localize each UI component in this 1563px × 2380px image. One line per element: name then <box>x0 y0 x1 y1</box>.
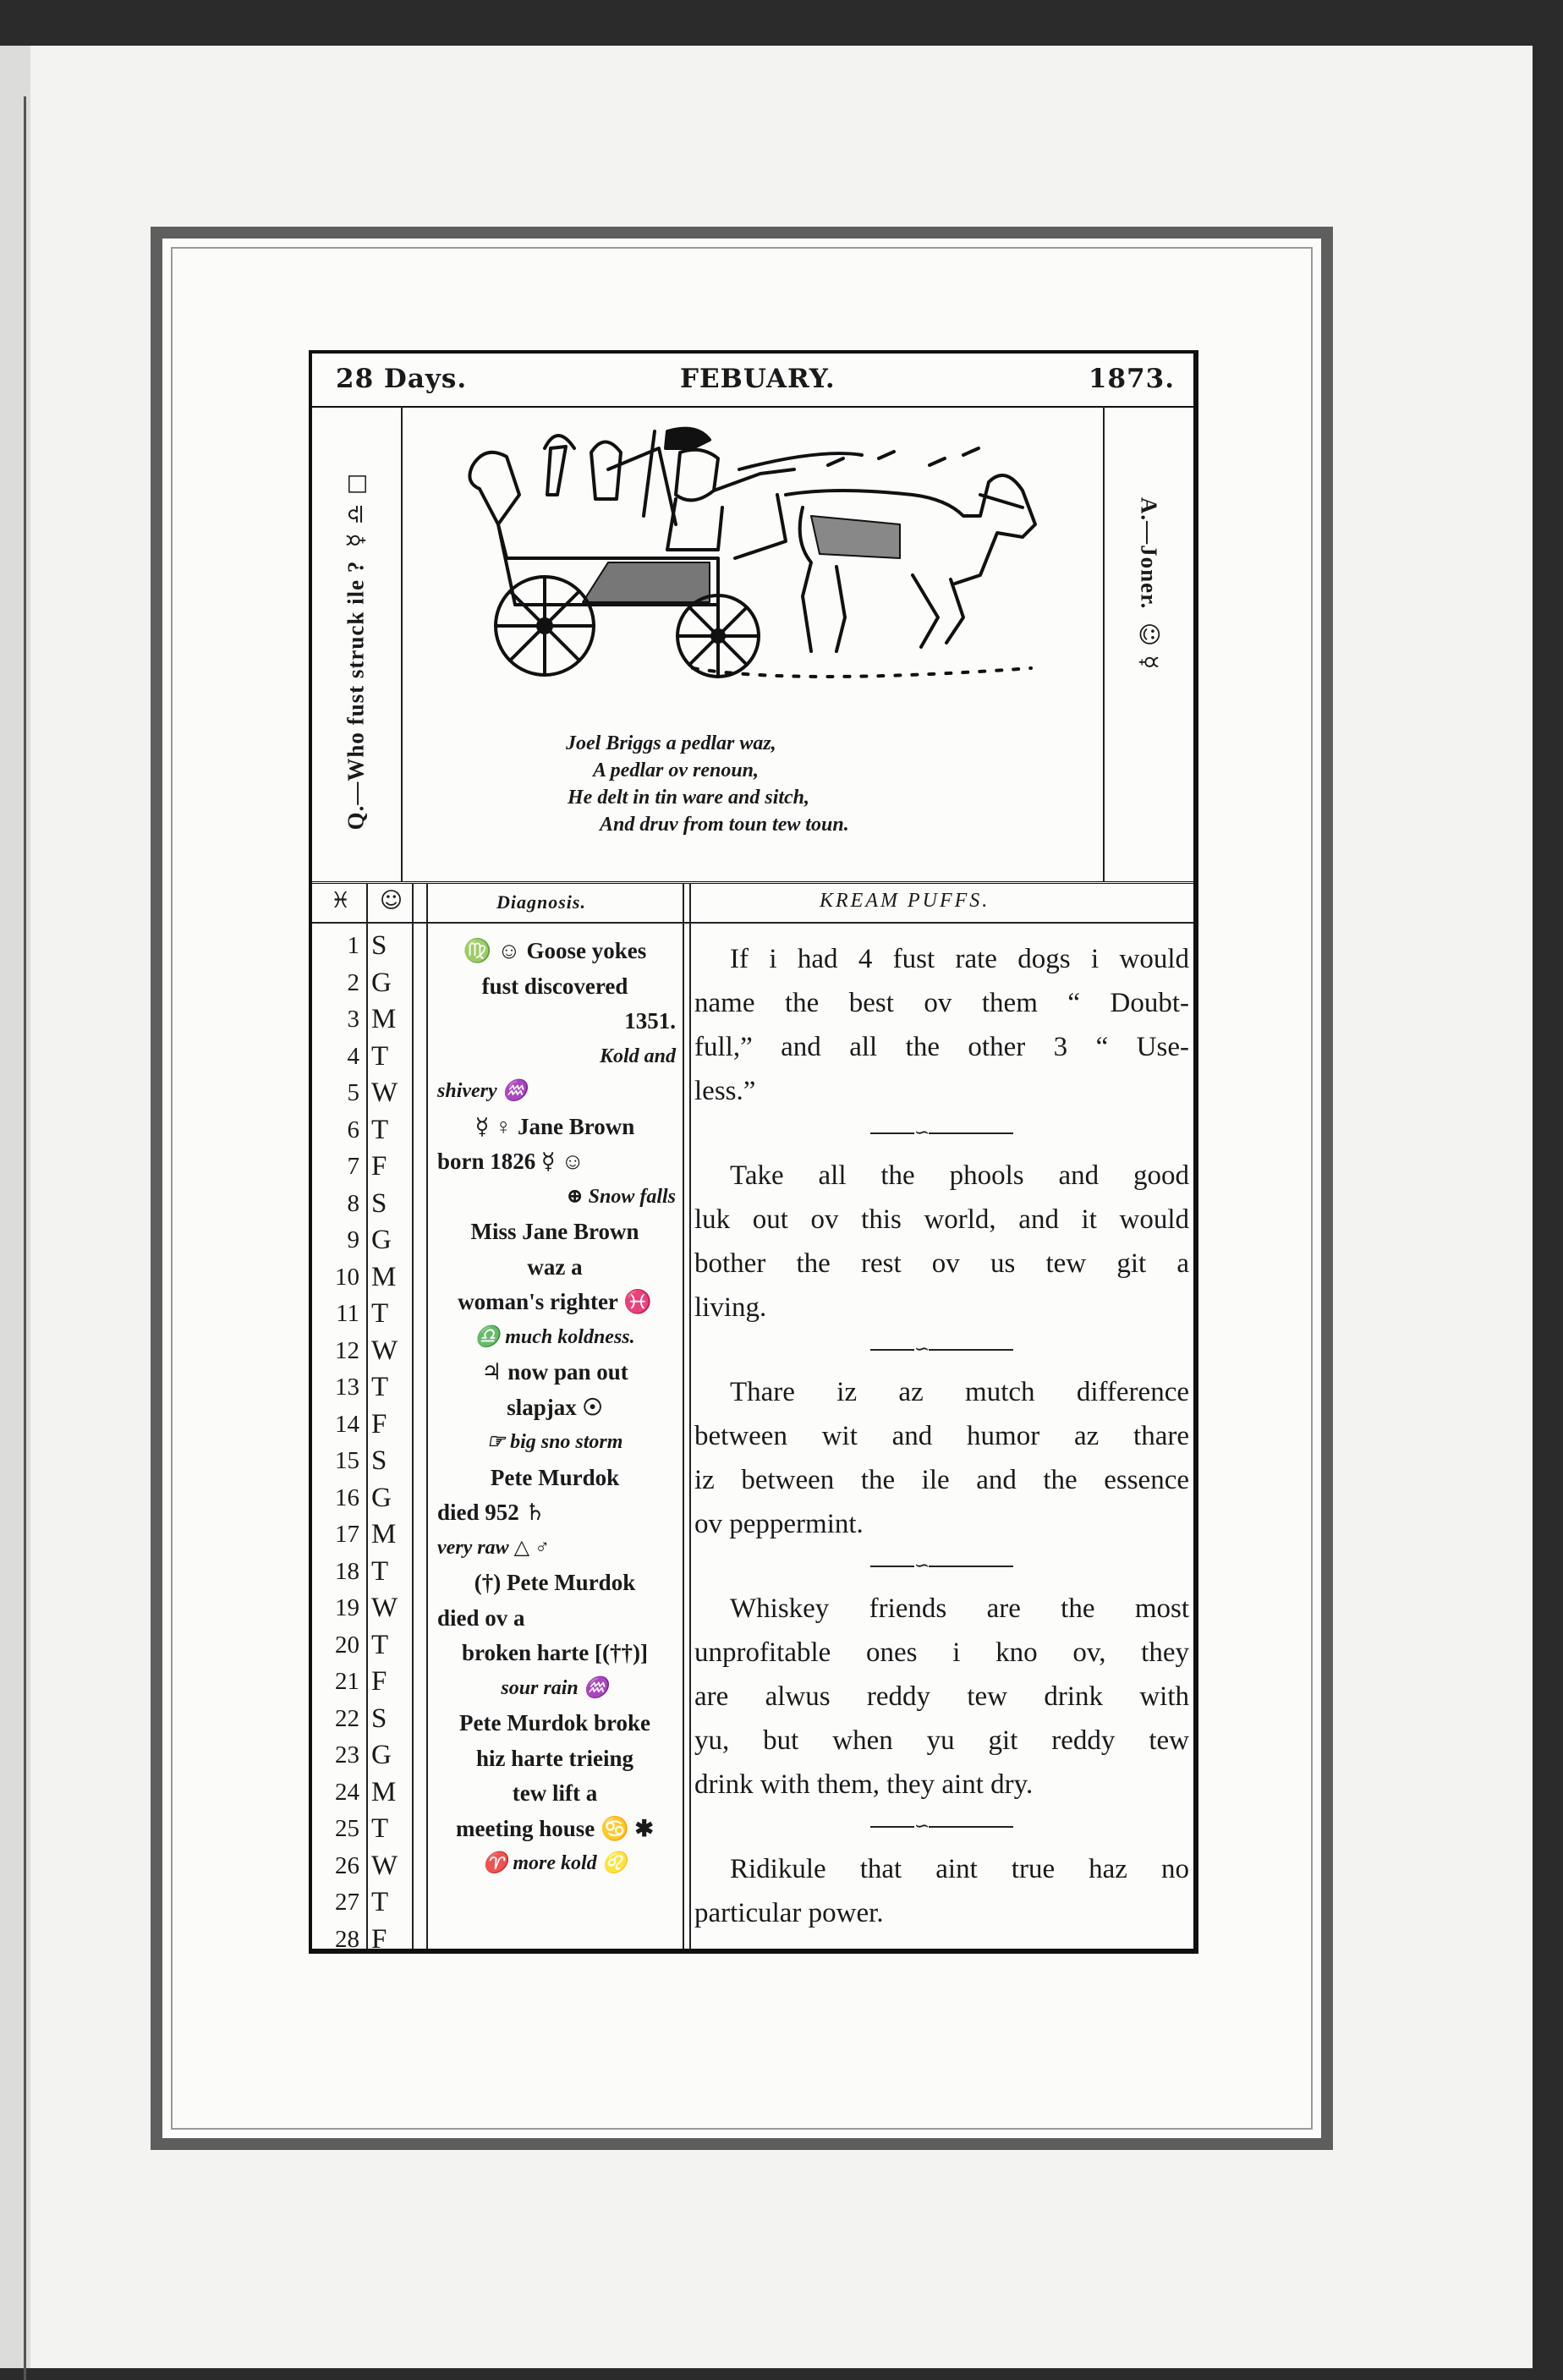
question-text: Q.—Who fust struck ile ? <box>343 560 369 831</box>
paragraph-line: Ridikule that aint true haz no <box>730 1854 1189 1884</box>
day-number: 4 <box>347 1042 359 1070</box>
weekday-letter: T <box>371 1887 389 1917</box>
day-row <box>312 1664 412 1702</box>
day-number: 18 <box>335 1557 359 1585</box>
diagnosis-line: ♃ now pan out <box>481 1359 628 1385</box>
paragraph-line: luk out ov this world, and it would <box>694 1204 1189 1235</box>
day-number: 21 <box>335 1668 359 1695</box>
ornament-separator: ∽ <box>694 1546 1189 1587</box>
kream-puffs-column <box>694 937 1189 1935</box>
paragraph-line: are alwus reddy tew drink with <box>694 1681 1189 1712</box>
weekday-letter: T <box>371 1629 389 1660</box>
day-row <box>312 1849 412 1886</box>
day-number: 3 <box>347 1006 359 1033</box>
day-row <box>312 1407 412 1445</box>
weekday-letter: F <box>371 1923 387 1955</box>
day-number: 16 <box>335 1483 359 1511</box>
kream-puffs-header: KREAM PUFFS. <box>820 890 990 912</box>
pedlar-wagon-illustration <box>439 414 1073 702</box>
paragraph-line: full,” and all the other 3 “ Use- <box>694 1032 1189 1062</box>
day-row <box>312 1444 412 1481</box>
day-row <box>312 1591 412 1628</box>
weekday-letter: M <box>371 1261 397 1292</box>
day-number: 24 <box>335 1778 359 1806</box>
day-number: 8 <box>347 1189 359 1217</box>
day-row <box>312 1223 412 1260</box>
day-number: 6 <box>347 1116 359 1143</box>
day-row <box>312 1113 412 1150</box>
day-number: 20 <box>335 1631 359 1659</box>
weekday-letter: G <box>371 967 392 998</box>
ornament-separator: ∽ <box>694 1807 1189 1847</box>
diagnosis-header: Diagnosis. <box>496 891 586 913</box>
day-row <box>312 1149 412 1187</box>
ornament-separator: ∽ <box>694 1113 1189 1154</box>
day-row <box>312 1039 412 1077</box>
weekday-letter: S <box>371 930 387 961</box>
paragraph-line: yu, but when yu git reddy tew <box>694 1725 1189 1756</box>
paragraph-line: drink with them, they aint dry. <box>694 1769 1034 1800</box>
paragraph-line: between wit and humor az thare <box>694 1421 1189 1451</box>
day-number: 19 <box>335 1594 359 1621</box>
weekday-letter: S <box>371 1703 387 1734</box>
day-row <box>312 1885 412 1922</box>
diagnosis-line: waz a <box>527 1253 583 1280</box>
day-number: 10 <box>335 1263 359 1291</box>
day-number: 14 <box>335 1410 359 1438</box>
diagnosis-line: meeting house ♋ ✱ <box>456 1815 654 1841</box>
weekday-letter: S <box>371 1187 387 1219</box>
weekday-letter: W <box>371 1593 398 1623</box>
weekday-letter: F <box>371 1408 387 1440</box>
diagnosis-line: ♍ ☺ Goose yokes <box>463 938 647 963</box>
day-number: 22 <box>335 1704 359 1732</box>
calendar-page <box>309 350 1198 1954</box>
diagnosis-line: very raw △ ♂ <box>437 1536 551 1559</box>
diagnosis-line: 1351. <box>624 1008 676 1034</box>
kream-puff-paragraph <box>694 1847 1189 1935</box>
diagnosis-line: born 1826 ☿ ☺ <box>437 1149 584 1174</box>
day-row <box>312 1076 412 1113</box>
paragraph-line: Take all the phools and good <box>730 1160 1189 1191</box>
diagnosis-line: (†) Pete Murdok <box>474 1570 636 1595</box>
weekday-letter: M <box>371 1004 397 1034</box>
day-number: 26 <box>335 1851 359 1879</box>
day-number: 15 <box>335 1447 359 1474</box>
weekday-letter: T <box>371 1555 389 1587</box>
diagnosis-line: slapjax ☉ <box>507 1394 603 1420</box>
question-sidebar <box>312 406 403 881</box>
day-row <box>312 1812 412 1849</box>
kream-puff-paragraph <box>694 937 1189 1113</box>
day-row <box>312 1481 412 1518</box>
day-number: 12 <box>335 1336 359 1364</box>
day-row <box>312 1297 412 1334</box>
day-row <box>312 1334 412 1371</box>
verse-line: Joel Briggs a pedlar waz, <box>566 732 776 754</box>
weekday-letter: T <box>371 1372 389 1402</box>
day-row <box>312 1702 412 1739</box>
day-number: 9 <box>347 1226 359 1253</box>
answer-symbols: ☺ ☿ <box>1135 622 1162 671</box>
weekday-letter: F <box>371 1666 387 1697</box>
weekday-letter: F <box>371 1151 387 1182</box>
day-row <box>312 1555 412 1592</box>
diagnosis-line: Pete Murdok broke <box>459 1710 650 1736</box>
kream-puff-paragraph <box>694 1370 1189 1546</box>
day-number: 23 <box>335 1741 359 1769</box>
day-row <box>312 1922 412 1960</box>
left-page-edge <box>0 46 30 2368</box>
illustration-area <box>312 406 1193 884</box>
day-number: 13 <box>335 1374 359 1401</box>
diagnosis-line: died ov a <box>437 1604 525 1631</box>
diagnosis-line: tew lift a <box>512 1780 598 1806</box>
day-number: 2 <box>347 968 359 996</box>
day-row <box>312 1370 412 1407</box>
verse-line: He delt in tin ware and sitch, <box>568 787 810 809</box>
paragraph-line: less.” <box>694 1076 756 1106</box>
weekday-letter: T <box>371 1298 389 1329</box>
weekday-letter: G <box>371 1482 392 1513</box>
weekday-letter: G <box>371 1740 392 1770</box>
question-symbols: ☿ ♎ □ <box>343 472 370 548</box>
weekday-letter: W <box>371 1078 398 1108</box>
days-count: 28 Days. <box>336 364 468 394</box>
diagnosis-line: woman's righter ♓ <box>458 1289 652 1314</box>
column-headers <box>312 883 1193 924</box>
day-number: 27 <box>335 1889 359 1916</box>
day-row <box>312 1260 412 1297</box>
paragraph-line: unprofitable ones i kno ov, they <box>694 1637 1189 1668</box>
kream-puff-paragraph <box>694 1154 1189 1330</box>
day-number: 7 <box>347 1153 359 1180</box>
paragraph-line: Thare iz az mutch difference <box>730 1377 1189 1407</box>
diagnosis-line: ⊕ Snow falls <box>566 1185 676 1208</box>
diagnosis-line: broken harte [(††)] <box>462 1640 648 1665</box>
paragraph-line: ov peppermint. <box>694 1509 864 1539</box>
diagnosis-line: ☞ big sno storm <box>486 1431 623 1453</box>
weekday-letter: S <box>371 1445 387 1476</box>
weekday-column-header: ☺ <box>380 888 403 913</box>
weekday-letter: T <box>371 1114 389 1145</box>
diagnosis-line: ♎ much koldness. <box>474 1325 635 1348</box>
paragraph-line: name the best ov them “ Doubt- <box>694 988 1189 1018</box>
day-row <box>312 1002 412 1039</box>
day-list <box>312 929 412 1959</box>
day-row <box>312 1187 412 1224</box>
weekday-letter: M <box>371 1776 397 1807</box>
weekday-letter: T <box>371 1040 389 1072</box>
answer-sidebar <box>1103 406 1193 881</box>
day-row <box>312 1628 412 1665</box>
answer-text: A.—Joner. <box>1136 496 1162 610</box>
day-number: 17 <box>335 1521 359 1548</box>
day-row <box>312 966 412 1003</box>
kream-puff-paragraph <box>694 1587 1189 1807</box>
day-number: 1 <box>347 932 359 959</box>
calendar-header <box>312 354 1193 408</box>
day-number: 28 <box>335 1925 359 1953</box>
paragraph-line: particular power. <box>694 1898 884 1928</box>
paragraph-line: bother the rest ov us tew git a <box>694 1248 1189 1279</box>
paragraph-line: iz between the ile and the essence <box>694 1465 1189 1495</box>
diagnosis-line: Pete Murdok <box>490 1464 620 1490</box>
day-row <box>312 1775 412 1812</box>
diagnosis-line: ☿ ♀ Jane Brown <box>474 1113 635 1139</box>
diagnosis-line: ♈ more kold ♌ <box>482 1852 628 1874</box>
weekday-letter: M <box>371 1519 397 1549</box>
diagnosis-column <box>431 934 679 1882</box>
day-number: 5 <box>347 1079 359 1106</box>
verse-line: And druv from toun tew toun. <box>600 814 849 836</box>
year: 1873. <box>1088 364 1175 394</box>
day-column-header: ♓ <box>331 888 351 913</box>
diagnosis-line: Miss Jane Brown <box>470 1219 639 1244</box>
paragraph-line: Whiskey friends are the most <box>730 1593 1189 1624</box>
ornament-separator: ∽ <box>694 1330 1189 1370</box>
day-row <box>312 1738 412 1775</box>
diagnosis-line: hiz harte trieing <box>476 1745 633 1771</box>
diagnosis-line: shivery ♒ <box>437 1080 528 1102</box>
diagnosis-line: fust discovered <box>481 973 628 999</box>
paragraph-line: If i had 4 fust rate dogs i would <box>730 944 1189 974</box>
weekday-letter: W <box>371 1335 398 1366</box>
day-number: 25 <box>335 1815 359 1842</box>
day-row <box>312 929 412 966</box>
diagnosis-line: Kold and <box>599 1045 676 1067</box>
diagnosis-line: sour rain ♒ <box>501 1676 609 1699</box>
paragraph-line: living. <box>694 1292 767 1323</box>
diagnosis-line: died 952 ♄ <box>437 1500 546 1525</box>
verse-line: A pedlar ov renoun, <box>593 760 760 781</box>
weekday-letter: T <box>371 1813 389 1844</box>
month-title: FEBUARY. <box>680 364 836 394</box>
weekday-letter: G <box>371 1225 392 1255</box>
verse <box>566 730 849 838</box>
weekday-letter: W <box>371 1850 398 1881</box>
day-row <box>312 1517 412 1555</box>
day-number: 11 <box>336 1300 359 1327</box>
